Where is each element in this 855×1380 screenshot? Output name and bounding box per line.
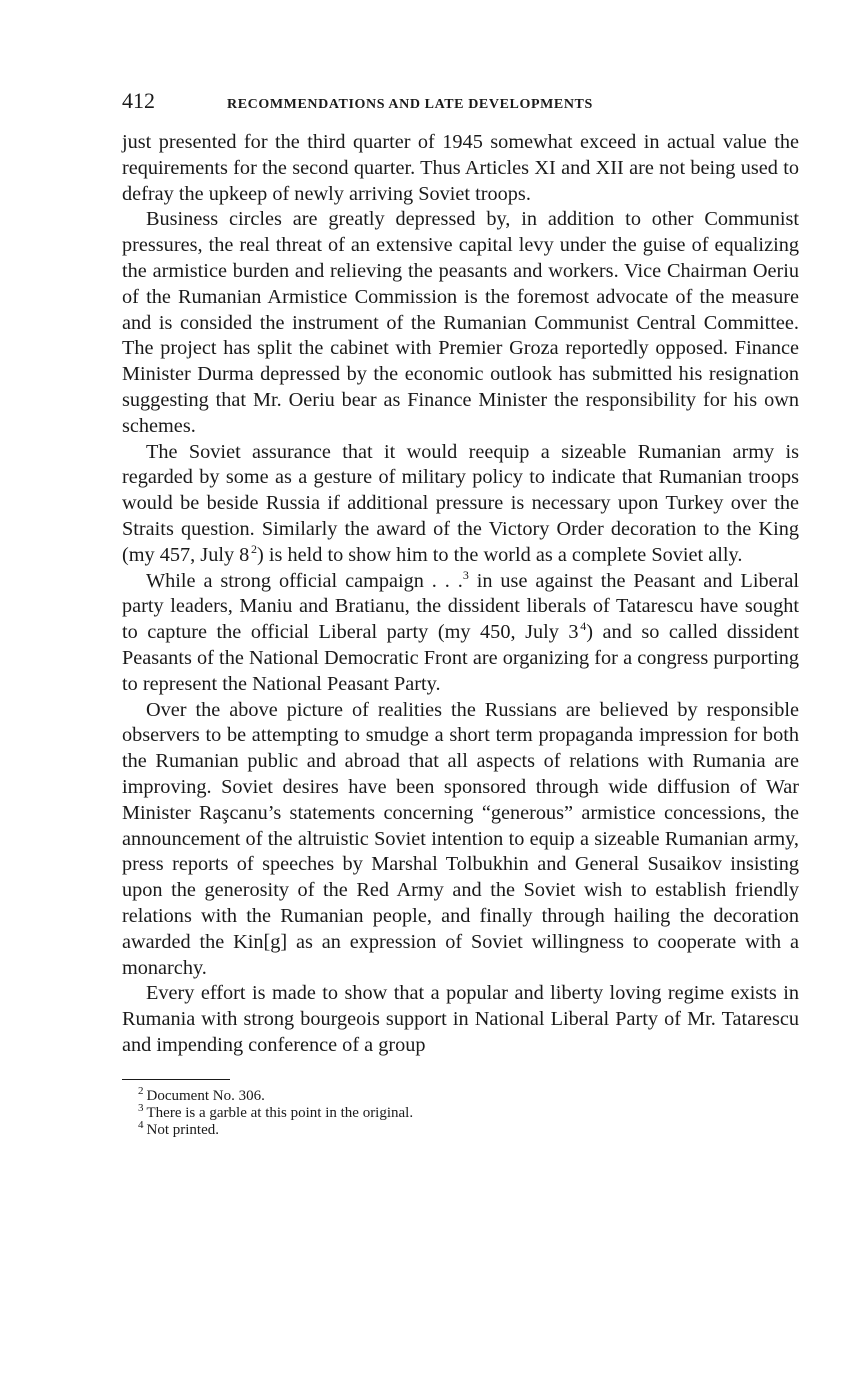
footnote-mark: 4 [138, 1118, 144, 1131]
page-number: 412 [122, 88, 155, 113]
paragraph-soviet-assurance [122, 440, 799, 569]
body-text [122, 130, 799, 1059]
footnote-item [138, 1084, 799, 1105]
footnote-item [138, 1101, 799, 1122]
paragraph-text: The Soviet assurance that it would reequip a sizeable Rumanian army is regarded by some as a gesture of military policy to indicate that Rumanian troops would be beside Russia if additional pressure is necessary upon Turkey over the Straits question. Similarly the award of the Victory Order decoration to the King (my 457, July 8 [122, 440, 799, 566]
footnote-reference: 4 [580, 619, 587, 634]
footnote-divider [122, 1079, 230, 1080]
paragraph-continued: just presented for the third quarter of 1945 somewhat exceed in actual value the requirements for the second quarter. Thus Articles XI and XII are not being used to defray the upkeep of newly arriving Soviet troops. [122, 131, 799, 205]
running-header [122, 88, 799, 122]
footnote-text: There is a garble at this point in the original. [146, 1104, 414, 1121]
footnote-reference: 3 [462, 567, 469, 582]
paragraph-picture-of-realities: Over the above picture of realities the Russians are believed by responsible observers to be attempting to smudge a short term propaganda impression for both the Rumanian public and abroad that all aspects of relations with Rumania are improving. Soviet desires have been sponsored through wide diffusion of War Minister Raşcanu’s statements concerning “generous” armistice concessions, the announcement of the altruistic Soviet intention to equip a sizeable Rumanian army, press reports of speeches by Marshal Tolbukhin and General Susaikov insisting upon the generosity of the Red Army and the Soviet wish to establish friendly relations with the Rumanian people, and finally through hailing the decoration awarded the Kin[g] as an expression of Soviet willingness to cooperate with a monarchy. [122, 698, 799, 979]
footnote-item [138, 1118, 799, 1139]
paragraph-text: ) is held to show him to the world as a complete Soviet ally. [257, 543, 743, 566]
paragraph-text: in use against the Peasant and Liberal party leaders, Maniu and Bratianu, the dissident liberals of Tatarescu have sought to capture the official Liberal party (my 450, July 3 [122, 569, 799, 644]
paragraph-official-campaign [122, 569, 799, 698]
paragraph-text: While a strong official campaign . . . [146, 569, 463, 592]
paragraph-text: ) and so called dissident Peasants of the National Democratic Front are organizing for a congress purporting to represent the National Peasant Party. [122, 621, 799, 695]
document-page [122, 88, 799, 1139]
footnote-reference: 2 [251, 541, 258, 556]
footnote-mark: 2 [138, 1084, 144, 1097]
paragraph-every-effort: Every effort is made to show that a popular and liberty loving regime exists in Rumania with strong bourgeois support in National Liberal Party of Mr. Tatarescu and impending conference of a group [122, 982, 799, 1056]
footnote-text: Document No. 306. [146, 1087, 265, 1104]
running-title: RECOMMENDATIONS AND LATE DEVELOPMENTS [227, 97, 593, 112]
footnotes [122, 1084, 799, 1139]
footnote-text: Not printed. [146, 1121, 219, 1138]
footnote-mark: 3 [138, 1101, 144, 1114]
paragraph-business-circles: Business circles are greatly depressed by, in addition to other Communist pressures, the real threat of an extensive capital levy under the guise of equalizing the armistice burden and relieving the peasants and workers. Vice Chairman Oeriu of the Rumanian Armistice Commission is the foremost advocate of the measure and is consided the instrument of the Rumanian Communist Central Committee. The project has split the cabinet with Premier Groza reportedly opposed. Finance Minister Durma depressed by the economic outlook has submitted his resignation suggesting that Mr. Oeriu bear as Finance Minister the responsibility for his own schemes. [122, 208, 799, 437]
